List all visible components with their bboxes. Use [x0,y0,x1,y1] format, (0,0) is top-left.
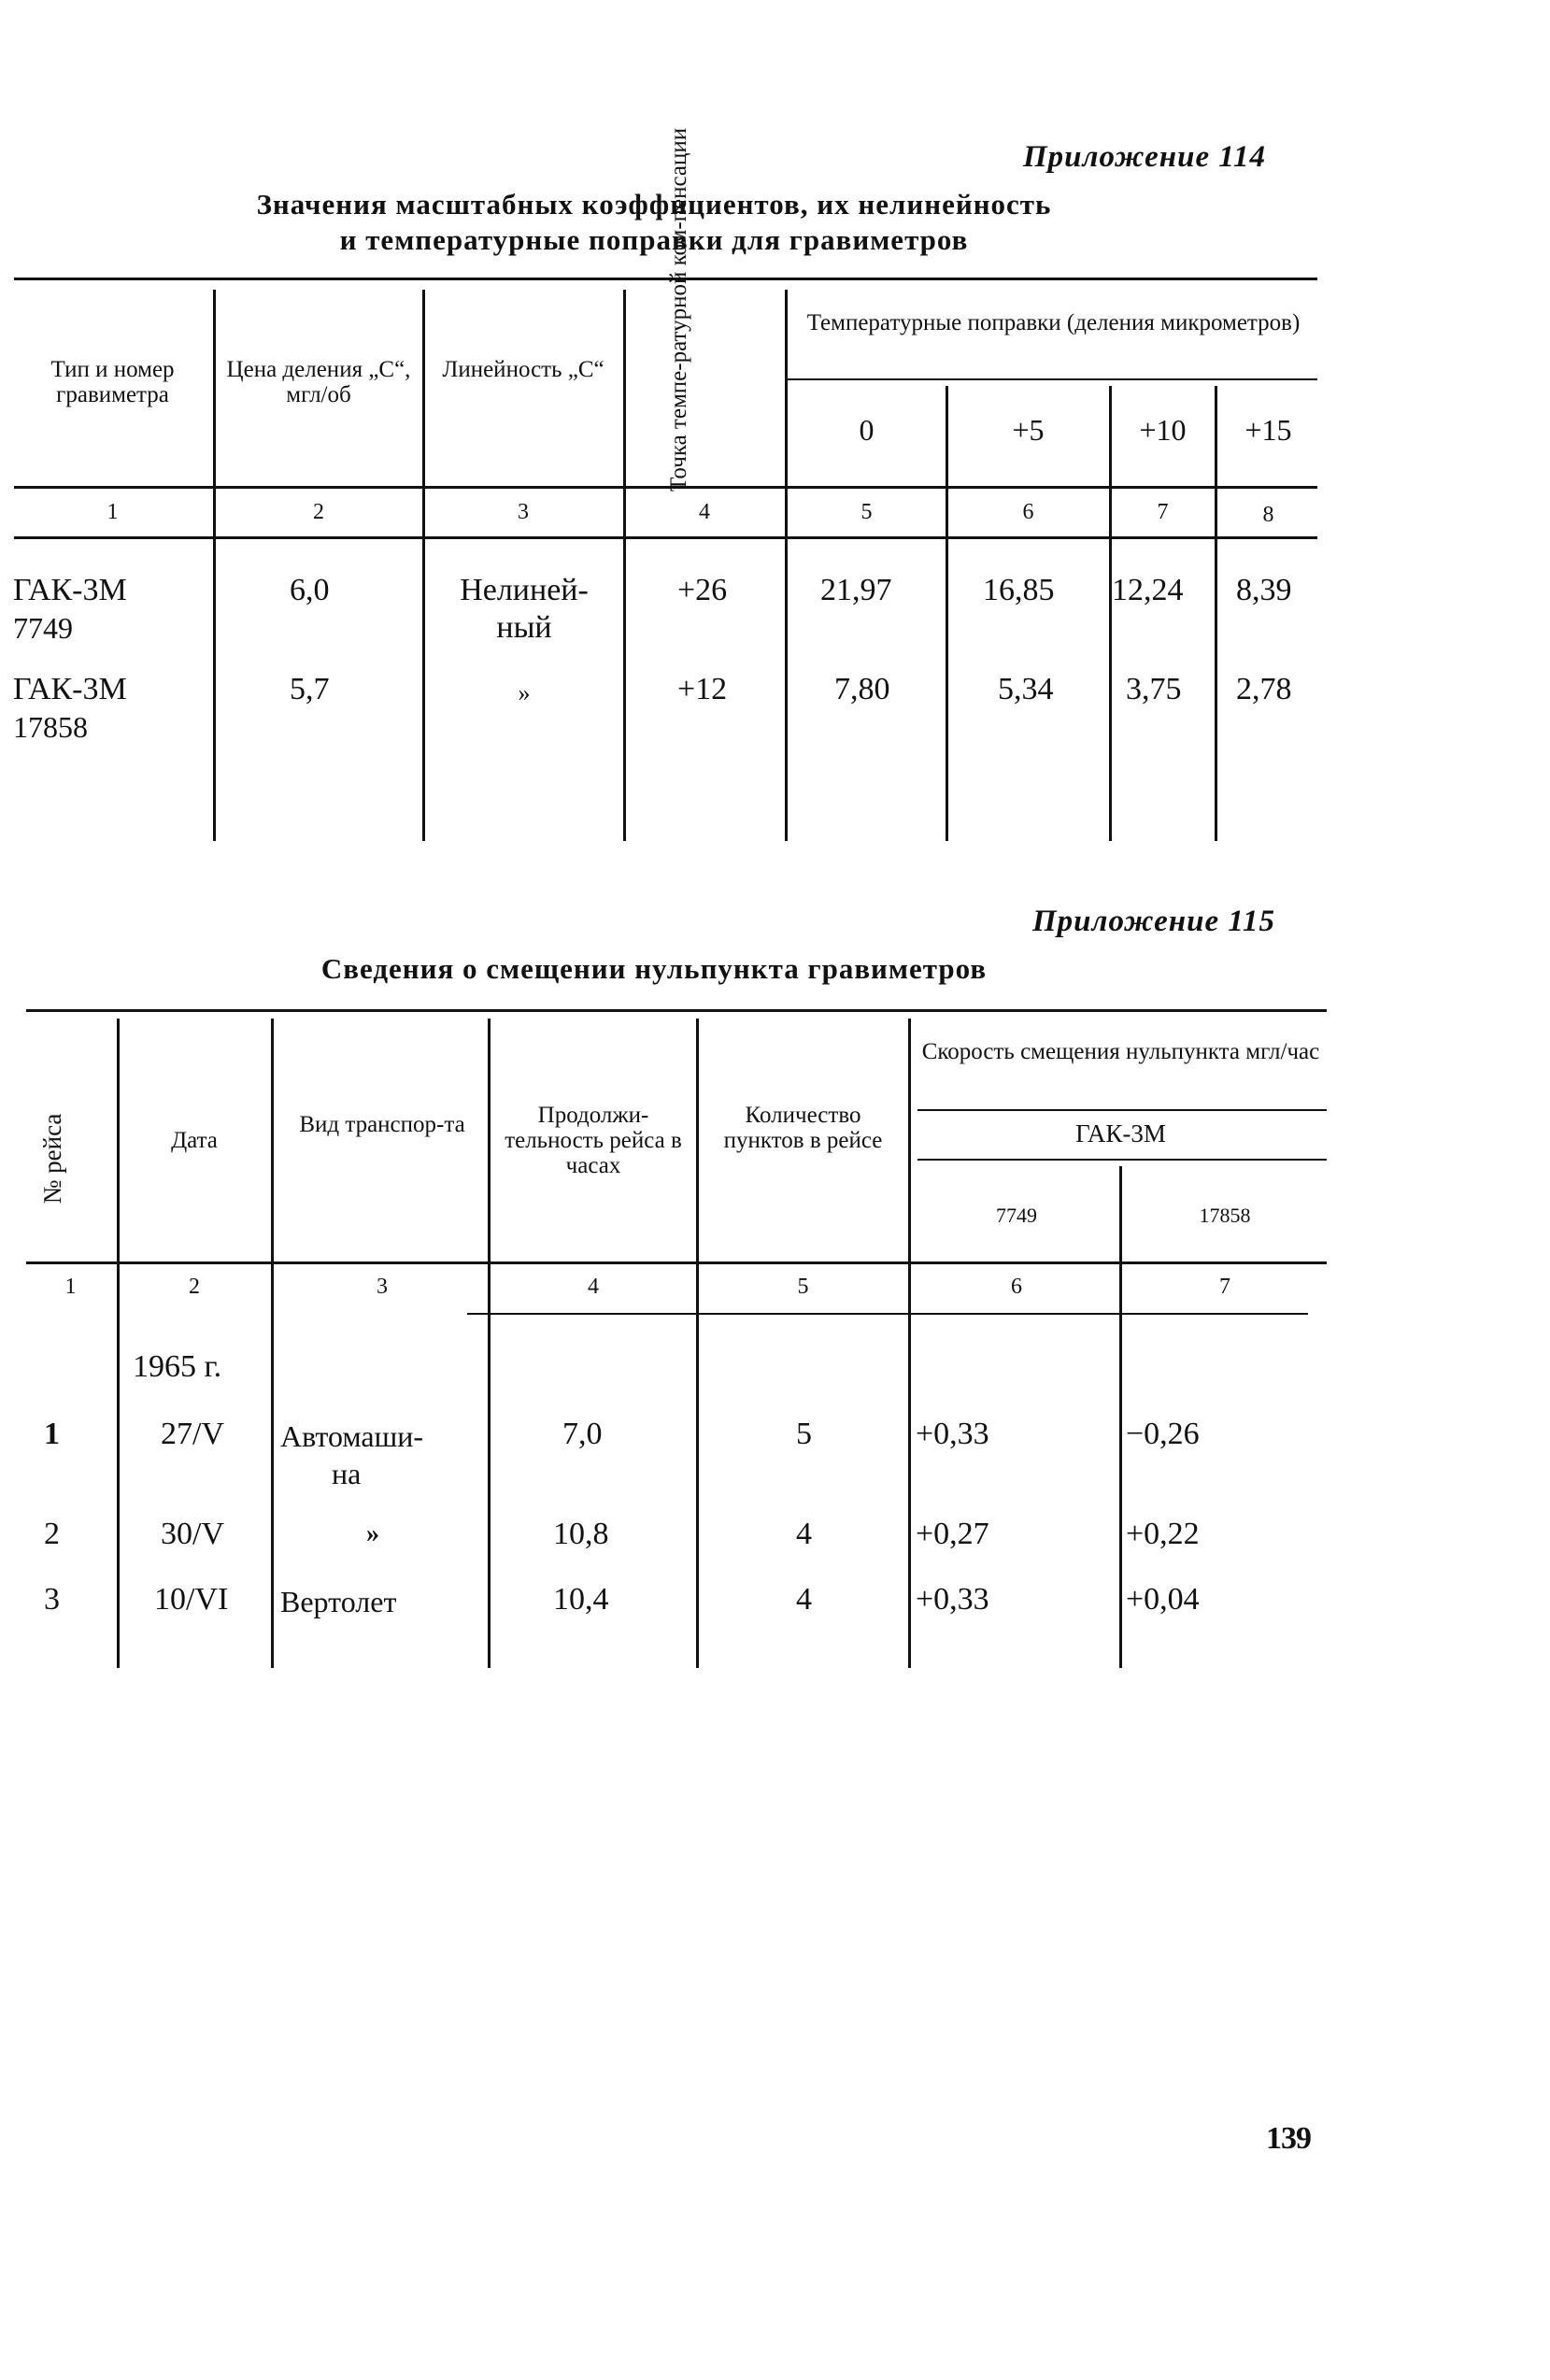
cell-points: 5 [796,1417,812,1451]
header-linearity: Линейность „С“ [442,357,604,382]
header-temp-5: +5 [1012,413,1045,447]
cell-temp-15: 8,39 [1236,573,1292,607]
colnum: 1 [107,500,119,524]
cell-speed-7749: +0,27 [916,1517,989,1551]
cell-division: 5,7 [290,672,330,706]
header-division-value: Цена деления „С“, мгл/об [226,357,411,407]
colnum: 7 [1219,1275,1230,1299]
cell-compensation: +12 [677,672,728,706]
cell-points: 4 [796,1517,812,1551]
header-date: Дата [171,1128,218,1153]
header-temp-10: +10 [1139,413,1187,447]
colnum: 6 [1022,500,1034,524]
cell-temp-10: 12,24 [1112,573,1184,607]
cell-linearity-line2: ный [496,610,552,645]
cell-points: 4 [796,1582,812,1617]
cell-date: 30/V [161,1517,224,1551]
colnum: 1 [64,1275,77,1299]
cell-temp-0: 7,80 [834,672,890,706]
header-transport: Вид транспор-та [299,1112,465,1137]
header-gravimeter-17858: 17858 [1199,1204,1251,1227]
header-gravimeter-7749: 7749 [996,1204,1037,1227]
cell-speed-17858: +0,22 [1126,1517,1200,1551]
cell-date: 10/VI [154,1582,229,1617]
colnum: 2 [189,1275,200,1299]
cell-temp-10: 3,75 [1126,672,1182,706]
header-gak-3m: ГАК-3М [1075,1119,1166,1147]
cell-temp-15: 2,78 [1236,672,1292,706]
cell-temp-0: 21,97 [820,573,892,607]
table-114-title-line1: Значения масштабных коэффициентов, их нелинейность [256,188,1052,221]
header-gravimeter-type: Тип и номер гравиметра [50,357,175,407]
table-115-title: Сведения о смещении нульпункта гравиметров [320,952,988,985]
colnum: 6 [1011,1275,1022,1299]
cell-transport-ditto: » [366,1519,379,1548]
cell-duration: 10,4 [553,1582,609,1617]
cell-temp-5: 16,85 [983,573,1055,607]
cell-trip-number: 2 [44,1517,60,1551]
colnum: 2 [313,500,324,524]
colnum: 5 [860,500,873,524]
header-points-count: Количество пунктов в рейсе [723,1103,883,1153]
cell-speed-7749: +0,33 [916,1582,989,1617]
cell-date: 27/V [161,1417,224,1451]
colnum: 4 [588,1275,599,1299]
cell-trip-number: 3 [44,1582,60,1617]
cell-linearity-ditto: » [518,679,531,706]
cell-trip-number: 1 [44,1417,60,1451]
colnum: 3 [518,500,529,524]
cell-division: 6,0 [290,573,330,607]
cell-duration: 10,8 [553,1517,609,1551]
cell-speed-17858: +0,04 [1126,1582,1200,1617]
header-temp-0: 0 [859,413,875,447]
cell-speed-7749: +0,33 [916,1417,989,1451]
cell-type-number: 17858 [13,710,88,744]
cell-type-number: 7749 [13,611,73,645]
cell-duration: 7,0 [562,1417,603,1451]
cell-transport-line1: Вертолет [280,1585,397,1618]
colnum: 5 [797,1275,809,1299]
page-number: 139 [1266,2121,1311,2156]
cell-type-name: ГАК-3М [13,672,127,706]
cell-compensation: +26 [677,573,728,607]
header-temp-15: +15 [1244,413,1292,447]
cell-transport-line1: Автомаши- [280,1419,424,1453]
colnum: 7 [1157,500,1169,524]
header-temperature-corrections: Температурные поправки (деления микрометров) [806,310,1301,335]
colnum: 8 [1262,503,1274,527]
header-shift-speed: Скорость смещения нульпункта мгл/час [921,1039,1320,1064]
cell-temp-5: 5,34 [998,672,1054,706]
appendix-114-label: Приложение 114 [1023,140,1267,174]
colnum: 4 [699,500,710,524]
year-label: 1965 г. [133,1349,222,1384]
table-114-title [187,187,1121,258]
colnum: 3 [377,1275,388,1299]
cell-speed-17858: −0,26 [1126,1417,1200,1451]
cell-transport-line2: на [332,1457,362,1490]
cell-linearity-line1: Нелиней- [460,573,589,607]
header-duration: Продолжи-тельность рейса в часах [505,1103,682,1178]
appendix-115-label: Приложение 115 [1032,905,1276,938]
cell-type-name: ГАК-3М [13,573,127,607]
table-114-title-line2: и температурные поправки для гравиметров [339,223,969,256]
header-trip-number: № рейса [38,1113,66,1204]
header-compensation-point: Точка темпе-ратурной ком-пенсации [666,127,691,492]
